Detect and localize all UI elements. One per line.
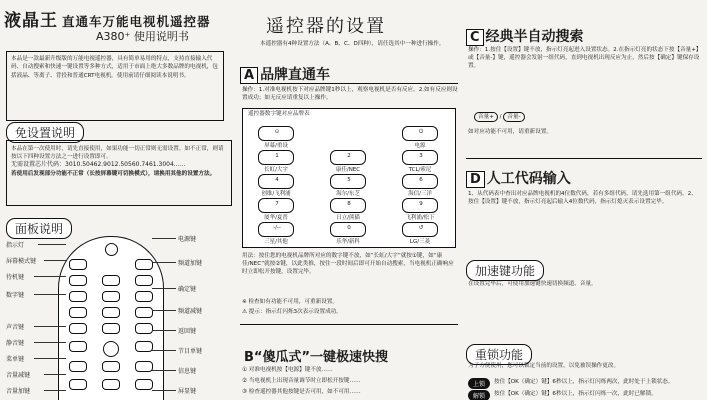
brand-keypad (248, 126, 448, 244)
noset-box (6, 140, 232, 206)
remote-label-left: 菜单键 (6, 356, 25, 363)
lock-off-text: 按住【OK（确定）键】6秒以上，指示灯闪烁一次，此时已解锁。 (494, 391, 657, 397)
brand-key-label: 日立/熊猫 (336, 215, 360, 221)
remote-label-right: 确定键 (178, 286, 197, 293)
brand-key: ⏻ (402, 126, 438, 141)
section-b-step: ③ 检查遥控器其他按键是否可用，如不可用…… (242, 389, 361, 395)
brand-key-label: 厦华/夏普 (264, 215, 288, 221)
remote-key (102, 275, 120, 286)
remote-label-left: 静音键 (6, 340, 25, 347)
brand-key: 1 (258, 150, 294, 165)
brand-key: -/-- (258, 222, 294, 237)
brand-key: ↺ (402, 222, 438, 237)
section-b-step: ② 当电视机上出现音量调节时立即松开按键…… (242, 378, 361, 384)
lock-title: 重锁功能 (466, 344, 532, 365)
remote-screen-button (69, 259, 87, 270)
remote-key (135, 307, 153, 318)
section-d-heading (466, 168, 571, 188)
remote-key (135, 323, 153, 334)
brand-key-label: 创维/飞利浦 (261, 191, 291, 197)
section-a-title: 品牌直通车 (260, 67, 331, 83)
section-a-body: 操作：1.对准电视机按下对应品牌键1秒以上，观察电视机是否有反应。2.如有反应则设置成功；如无反应请重复以上操作。 (242, 87, 458, 101)
right-column (464, 0, 707, 400)
intro-box: 本品是一款最新升级版的万能电视遥控器，具有简单易用的特点，支持直接输入代码、自动搜索和快速一键设置等多种方式，适用于市面上绝大多数品牌的电视机，包括液晶、等离子、背投和普通CRT电视机。使用前请仔细阅读本说明书。 (6, 51, 224, 121)
lock-on-text: 按住【OK（确定）键】6秒以上，指示灯闪烁两次，此时处于上锁状态。 (494, 379, 674, 385)
remote-label-left: 数字键 (6, 292, 25, 299)
brand-key: 6 (402, 174, 438, 189)
volume-down-key: 音量- (503, 112, 524, 122)
noset-codes-value: 3010.50462.9012.50560.7461.3004...... (65, 161, 186, 169)
remote-key (69, 379, 87, 390)
remote-label-right: 频道减键 (178, 308, 203, 315)
brand-key-label: 屏幕/重设 (264, 143, 288, 149)
lock-pill: 上锁 (468, 378, 490, 389)
keypad-note: ⚠ 提示：指示灯闪烁3次表示设置成功。 (242, 309, 342, 315)
brand-key-label: 电源 (414, 143, 426, 149)
brand-key-label: 乐华/新科 (336, 239, 360, 245)
brand-key-label: 海信/三洋 (408, 191, 432, 197)
remote-power-button (135, 259, 153, 270)
remote-key (69, 361, 87, 372)
remote-key (69, 341, 87, 352)
remote-key (135, 291, 153, 302)
keypad-usage: 用法：按住您的电视机品牌所对应的数字键不放，如“长虹/大宇”就按①键，如“康佳/NEC”就按②键，以此类推，按住一段时间后即可开始自动搜索，当电视机正确响应时立即松开按键，设置完毕。 (242, 253, 454, 275)
section-a-letter: A (240, 67, 258, 84)
keypad-warn: ※ 检查如有功能不可用，可重新设置。 (242, 299, 338, 305)
noset-title: 免设置说明 (6, 122, 84, 143)
volume-up-key: 音量+ (474, 112, 498, 122)
brand-key-label: 康佳/NEC (335, 167, 361, 173)
lock-body: 为了方便使用，您可以锁定当前的设置，以免被误操作更改。 (468, 363, 620, 369)
remote-key (135, 275, 153, 286)
remote-label-left: 音量加键 (6, 388, 31, 395)
section-b-step: ① 对准电视机按【电源】键不放…… (242, 367, 333, 373)
brand-key: 7 (258, 198, 294, 213)
section-d-title: 人工代码输入 (486, 171, 571, 187)
brand-key-label: TCL/索尼 (408, 167, 432, 173)
brand-key: 2 (330, 150, 366, 165)
remote-ok-icon (103, 341, 119, 357)
section-c-letter: C (466, 29, 484, 46)
panel-title: 面板说明 (6, 218, 72, 239)
section-c-body: 操作：1.按住【设置】键不放，指示灯亮起进入设置状态。2.在指示灯亮的状态下按【音量+】或【音量-】键，遥控器会发射一组代码，直到电视机出现反应为止，然后按【确定】键保存设置。 (468, 47, 700, 69)
setup-title: 遥控器的设置 (266, 16, 386, 37)
remote-label-right: 返回键 (178, 328, 197, 335)
remote-key (102, 307, 120, 318)
remote-key (69, 323, 87, 334)
remote-key (135, 379, 153, 390)
brand-name: 液晶王 (4, 11, 58, 31)
brand-key: 0 (330, 222, 366, 237)
section-d-body: 1、从代码表中查出对应品牌电视机的4位数代码，若有多组代码，请先选用第一组代码。2、按住【设置】键不放，指示灯亮起后输入4位数代码，指示灯熄灭表示设置完毕。 (468, 191, 697, 205)
section-d-letter: D (466, 171, 485, 188)
model-label: A380⁺ 使用说明书 (96, 30, 189, 43)
middle-column (238, 0, 464, 400)
section-c-note: 如对应功能不可用，请重新设置。 (468, 129, 552, 135)
remote-label-left: 屏幕模式键 (6, 258, 37, 265)
setup-intro: 本遥控器有4种设置方法（A、B、C、D四种），请任选其中一种进行操作。 (260, 41, 445, 47)
noset-codes (11, 161, 227, 169)
noset-body: 本品在第一次使用时，请先直接使用，如果功能一切正常则无需设置。如不正常，则请按以下四种设置方法之一进行设置即可。 (11, 146, 224, 161)
remote-key (69, 307, 87, 318)
remote-key (135, 341, 153, 352)
brand-key-label: 长虹/大宇 (264, 167, 288, 173)
left-column (0, 0, 238, 400)
brand-key-label: 三星/其他 (264, 239, 288, 245)
remote-label-right: 节目单键 (178, 348, 203, 355)
section-b-heading (244, 346, 388, 365)
section-b-title: “傻瓜式”一键极速快搜 (253, 350, 389, 365)
unlock-pill: 解锁 (468, 390, 490, 400)
brand-key: 9 (402, 198, 438, 213)
brand-key-label: LG/三菱 (409, 239, 431, 245)
keypad-caption: 遥控器数字键对应品牌表 (248, 111, 310, 117)
remote-label-left: 声音键 (6, 324, 25, 331)
remote-key (102, 291, 120, 302)
remote-key (102, 323, 120, 334)
remote-label-left: 待机键 (6, 274, 25, 281)
brand-key: 4 (258, 174, 294, 189)
section-c-keys: 音量+ / 音量- (474, 112, 525, 122)
brand-key-label: 海尔/东芝 (336, 191, 360, 197)
remote-key (69, 291, 87, 302)
remote-key (102, 361, 120, 372)
section-a-heading (240, 64, 330, 84)
remote-label-right: 信息键 (178, 368, 197, 375)
remote-label-right: 电源键 (178, 236, 197, 243)
remote-label-left: 指示灯 (6, 242, 25, 249)
noset-note: 若使用后发现部分功能不正常（长按屏幕键可切换模式），请换用其他的设置方法。 (11, 170, 216, 177)
brand-key-label: 飞利浦/松下 (405, 215, 435, 221)
indicator-light-icon (105, 243, 118, 256)
brand-key: ⊙ (258, 126, 294, 141)
remote-illustration (58, 236, 164, 400)
section-c-title: 经典半自动搜索 (485, 29, 584, 45)
noset-codes-label: 无需设置芯片代码： (11, 161, 66, 169)
remote-label-right: 屏显键 (178, 388, 197, 395)
brand-key: 8 (330, 198, 366, 213)
brand-key: 3 (402, 150, 438, 165)
section-c-heading (466, 26, 584, 46)
remote-label-right: 频道加键 (178, 260, 203, 267)
speed-title: 加速键功能 (466, 260, 544, 281)
remote-key (135, 361, 153, 372)
speed-body: 在设置完毕后，可使用加速键快速切换频道、音量。 (468, 281, 597, 287)
brand-key: 5 (330, 174, 366, 189)
brand-subtitle: 直通车万能电视机遥控器 (62, 14, 211, 29)
remote-key (69, 275, 87, 286)
remote-label-left: 音量减键 (6, 372, 31, 379)
section-b-letter: B (244, 350, 254, 365)
remote-key (102, 379, 120, 390)
